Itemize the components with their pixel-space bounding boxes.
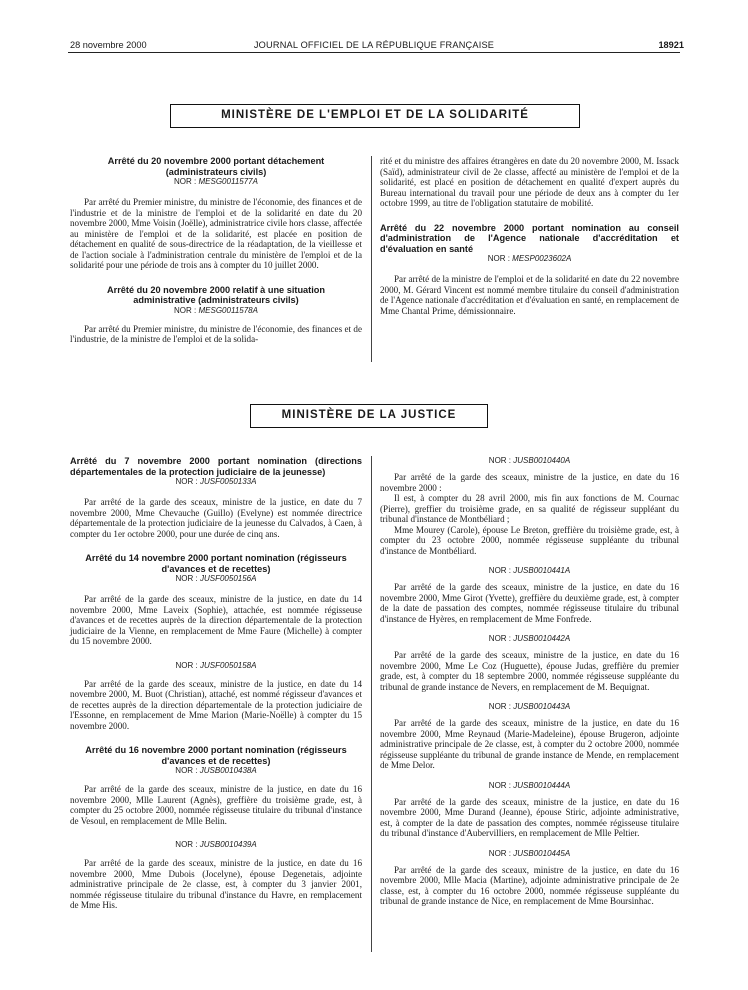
decree-body: Par arrêté de la garde des sceaux, ministre de la justice, en date du 14 novembre 2000, M. Buot (Christian), attaché, est nommé régisseur d'avances et de recettes auprès de la direction départementale de la protection judiciaire de l'Essonne, en remplacement de Mme Marion (Marie-Noëlle) à compter du 15 novembre 2000.	[70, 678, 362, 731]
decree-body: Par arrêté de la garde des sceaux, ministre de la justice, en date du 14 novembre 2000, Mme Laveix (Sophie), attachée, est nommée régisseuse d'avances et de recettes auprès de la direction départementale de la protection judiciaire de la Vienne, en remplacement de Mme Faure (Michelle) à compter du 15 novembre 2000.	[70, 594, 362, 646]
decree-body: Par arrêté de la garde des sceaux, ministre de la justice, en date du 16 novembre 2000, Mlle Macia (Martine), adjointe administrative principale de 2e classe, est, à compter du 16 octobre 2000, nommée régisseuse suppléante du tribunal de grande instance de Nice, en remplacement de Mme Boursinhac.	[380, 864, 679, 906]
decree-body-continued: rité et du ministre des affaires étrangères en date du 20 novembre 2000, M. Issack (Saïd), administrateur civil de 2e classe, affecté au ministère de l'emploi et de la solidarité, est placé en position de détachement en qualité d'expert auprès du Bureau international du travail pour une période de deux ans à compter du 1er octobre 1999, au titre de l'obligation statutaire de mobilité.	[380, 156, 679, 208]
decree-body: Par arrêté de la garde des sceaux, ministre de la justice, en date du 16 novembre 2000, Mme Dubois (Jocelyne), épouse Degenetais, adjointe administrative principale de 2e classe, est, à compter du 3 janvier 2001, nommée régisseuse titulaire du tribunal d'instance du Havre, en remplacement de Mme His.	[70, 858, 362, 910]
decree-body: Par arrêté du Premier ministre, du ministre de l'économie, des finances et de l'industrie et de la ministre de l'emploi et de la solidarité en date du 20 novembre 2000, Mme Voisin (Joëlle), administratrice civile hors classe, affectée au ministère de l'emploi et de la solidarité, est placée en position de détachement en qualité de sous-directrice de la réadaptation, de la vieillesse et de l'action sociale à l'administration centrale du ministère de l'emploi et de la solidarité pour une période de trois ans à compter du 10 juillet 2000.	[70, 197, 362, 270]
nor-reference: NOR : JUSB0010443A	[488, 702, 571, 711]
nor-reference: NOR : JUSB0010438A	[175, 766, 257, 775]
nor-reference: NOR : JUSF0050158A	[175, 660, 257, 670]
nor-reference: NOR : JUSB0010441A	[488, 566, 571, 575]
ministry-title: MINISTÈRE DE L'EMPLOI ET DE LA SOLIDARITÉ	[221, 109, 529, 121]
ministry-heading-emploi	[170, 104, 580, 128]
decree-body: Mme Mourey (Carole), épouse Le Breton, greffière du troisième grade, est, à compter du 23 octobre 2000, nommée régisseuse suppléante du tribunal d'instance de Montbéliard.	[380, 524, 679, 556]
nor-reference: NOR : JUSB0010444A	[488, 780, 571, 790]
decree-body: Par arrêté de la garde des sceaux, ministre de la justice, en date du 16 novembre 2000, Mme Durand (Jeanne), épouse Stiric, adjointe administrative, est, à compter de la date de passation des comptes, nommée régisseuse titulaire du tribunal d'instance d'Aubervilliers, en remplacement de Mlle Peltier.	[380, 796, 679, 838]
ministry-heading-justice	[250, 404, 488, 428]
decree-body: Par arrêté de la ministre de l'emploi et de la solidarité en date du 22 novembre 2000, M. Gérard Vincent est nommé membre titulaire du conseil d'administration de l'Agence nationale d'accréditation et d'évaluation en santé, en remplacement de Mme Chantal Prime, démissionnaire.	[380, 274, 679, 316]
column-left-justice	[70, 456, 362, 911]
nor-reference: NOR : MESG0011577A	[174, 177, 258, 186]
decree-title: Arrêté du 14 novembre 2000 portant nomination (régisseurs d'avances et de recettes)	[85, 553, 347, 574]
nor-reference: NOR : JUSB0010442A	[488, 634, 571, 643]
nor-reference: NOR : JUSB0010445A	[488, 848, 571, 858]
ministry-title: MINISTÈRE DE LA JUSTICE	[281, 409, 457, 421]
decree-title: Arrêté du 20 novembre 2000 portant détachement (administrateurs civils)	[107, 156, 325, 177]
decree-title: Arrêté du 20 novembre 2000 relatif à une situation administrative (administrateurs civils)	[106, 284, 326, 305]
nor-reference: NOR : JUSF0050156A	[175, 574, 257, 583]
decree-body: Par arrêté de la garde des sceaux, ministre de la justice, en date du 16 novembre 2000 :	[380, 472, 679, 493]
column-divider	[371, 156, 372, 362]
decree-body: Par arrêté de la garde des sceaux, ministre de la justice, en date du 16 novembre 2000, Mme Le Coz (Huguette), épouse Judas, greffière du premier grade, est, à compter du 18 septembre 2000, nommée régisseuse suppléante du tribunal de grande instance de Nevers, en remplacement de M. Bequignat.	[380, 650, 679, 692]
nor-reference: NOR : JUSF0050133A	[175, 477, 257, 486]
decree-body: Par arrêté de la garde des sceaux, ministre de la justice, en date du 16 novembre 2000, Mme Girot (Yvette), greffière du deuxième grade, est, à compter de la date de passation des comptes, nommée régisseuse titulaire du tribunal d'instance de Hyères, en remplacement de Mme Fonfrede.	[380, 582, 679, 624]
issue-date: 28 novembre 2000	[70, 40, 147, 50]
decree-title: Arrêté du 16 novembre 2000 portant nomination (régisseurs d'avances et de recettes)	[85, 745, 347, 766]
column-left-emploi	[70, 156, 362, 345]
decree-body: Par arrêté de la garde des sceaux, ministre de la justice, en date du 16 novembre 2000, Mlle Laurent (Agnès), greffière du troisième grade, est, à compter du 25 octobre 2000, nommée régisseuse titulaire du tribunal d'instance de Vesoul, en remplacement de Mlle Belin.	[70, 784, 362, 826]
column-right-emploi	[380, 156, 679, 316]
decree-title: Arrêté du 7 novembre 2000 portant nomination (directions départementales de la protection judiciaire de la jeunesse)	[70, 456, 362, 477]
header-rule	[68, 52, 680, 53]
decree-body: Par arrêté du Premier ministre, du ministre de l'économie, des finances et de l'industrie, de la ministre de l'emploi et de la solida-	[70, 323, 362, 344]
page-number: 18921	[658, 40, 684, 50]
decree-title: Arrêté du 22 novembre 2000 portant nomination au conseil d'administration de l'Agence nationale d'accréditation et d'évaluation en santé	[380, 222, 679, 254]
journal-title: JOURNAL OFFICIEL DE LA RÉPUBLIQUE FRANÇAISE	[253, 40, 495, 50]
decree-body: Par arrêté de la garde des sceaux, ministre de la justice, en date du 7 novembre 2000, Mme Chevauche (Guillo) (Evelyne) est nommée directrice départementale de la protection judiciaire de la jeunesse du Calvados, à Caen, à compter du 1er octobre 2000, pour une durée de cinq ans.	[70, 497, 362, 539]
nor-reference: NOR : MESG0011578A	[174, 305, 258, 315]
nor-reference: NOR : JUSB0010440A	[488, 456, 571, 465]
decree-body: Par arrêté de la garde des sceaux, ministre de la justice, en date du 16 novembre 2000, Mme Reynaud (Marie-Madeleine), épouse Brugeron, adjointe administrative principale de 2e classe, est, à compter du 2 octobre 2000, nommée régisseuse suppléante du tribunal de grande instance de Mende, en remplacement de Mme Delor.	[380, 718, 679, 770]
nor-reference: NOR : JUSB0010439A	[175, 840, 257, 849]
column-right-justice	[380, 456, 679, 907]
decree-body: Il est, à compter du 28 avril 2000, mis fin aux fonctions de M. Cournac (Pierre), greffier du troisième grade, en sa qualité de régisseur suppléant du tribunal d'instance de Montbéliard ;	[380, 493, 679, 524]
column-divider	[371, 456, 372, 952]
nor-reference: NOR : MESP0023602A	[487, 254, 572, 263]
